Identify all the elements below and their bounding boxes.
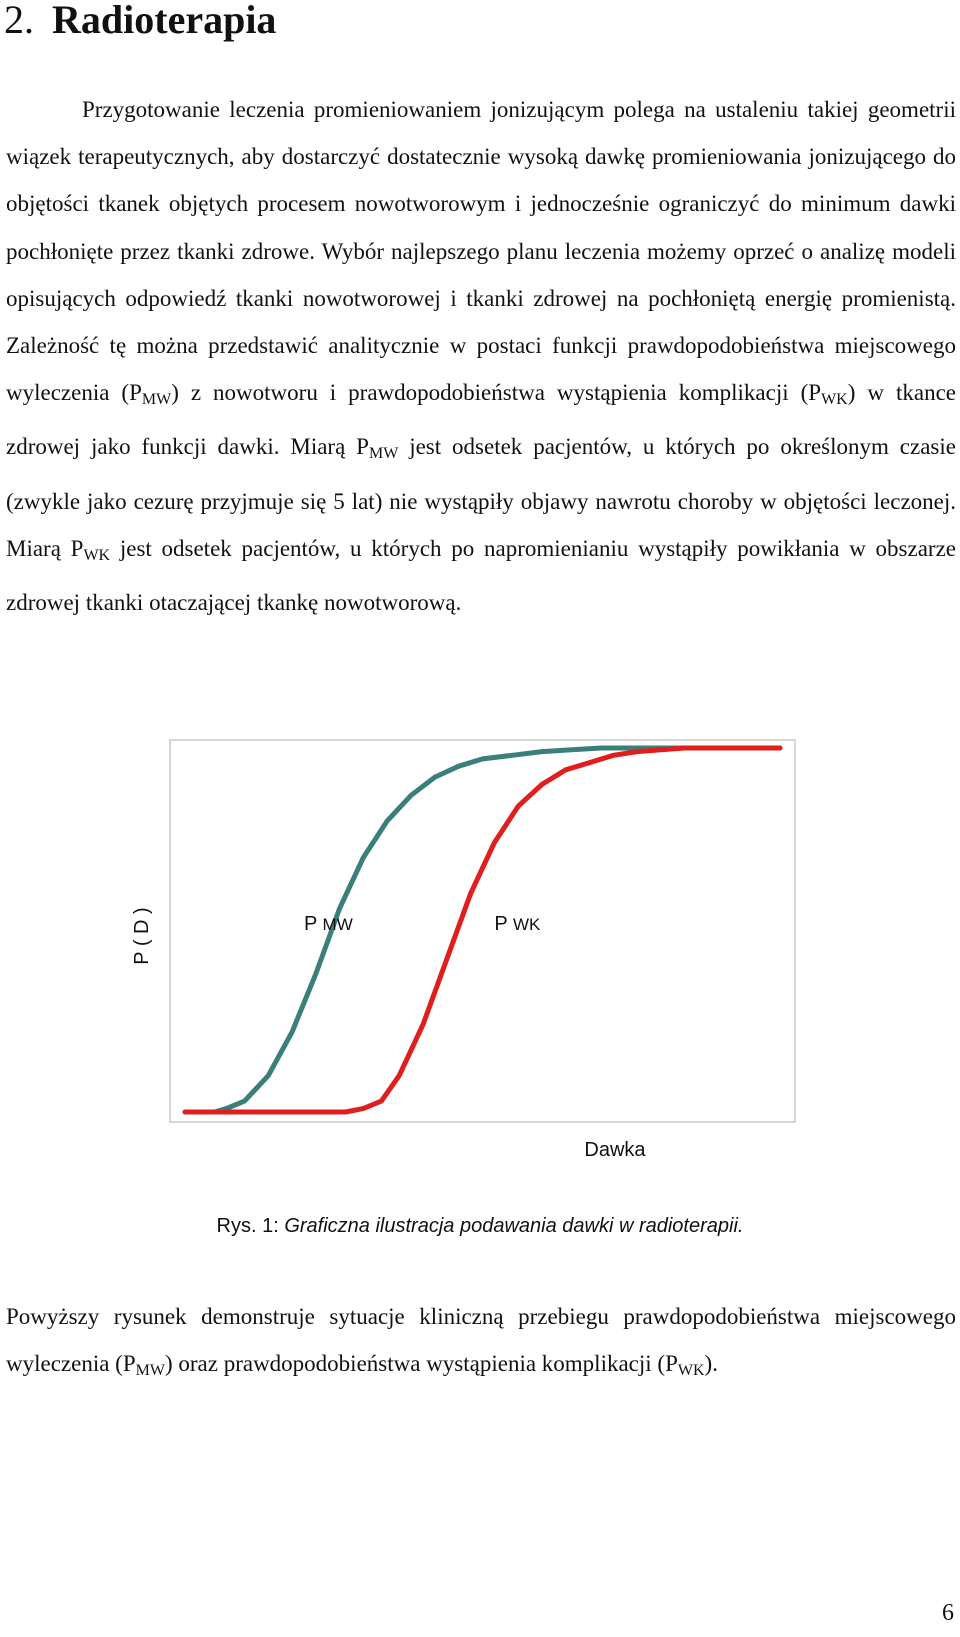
body-paragraph-1	[6, 86, 956, 626]
series-label-main: P	[494, 913, 513, 935]
paragraph-text: jest odsetek pacjentów, u których po napromienianiu wystąpiły powikłania w obszarze zdrowej tkanki otaczającej tkankę nowotworową.	[6, 535, 956, 616]
paragraph-text: ) w tkance zdrowej jako funkcji dawki. Miarą P	[6, 380, 956, 460]
figure-caption	[0, 1215, 960, 1238]
series-label-pwk	[494, 913, 541, 935]
paragraph-text: Powyższy rysunek demonstruje sytuacje kliniczną przebiegu prawdopodobieństwa miejscowego wyleczenia (P	[6, 1304, 956, 1376]
series-label-main: P	[304, 913, 323, 935]
section-number: 2.	[4, 0, 34, 42]
body-paragraph-2	[6, 1293, 956, 1394]
x-axis-label: Dawka	[584, 1139, 646, 1161]
paragraph-text: ) z nowotworu i prawdopodobieństwa wystąpienia komplikacji (P	[171, 380, 822, 406]
series-label-pmw	[304, 913, 353, 935]
section-heading	[4, 0, 276, 40]
paragraph-text: ).	[704, 1351, 718, 1376]
dose-response-chart	[120, 738, 840, 1218]
subscript-mw: MW	[141, 391, 172, 409]
series-label-sub: WK	[512, 915, 541, 934]
plot-area-frame	[170, 740, 795, 1122]
subscript-mw: MW	[135, 1362, 165, 1379]
subscript-mw: MW	[368, 445, 399, 463]
y-axis-label: P ( D )	[131, 907, 153, 965]
subscript-wk: WK	[83, 546, 111, 564]
series-label-sub: MW	[322, 915, 353, 934]
caption-text: Graficzna ilustracja podawania dawki w radioterapii.	[284, 1215, 744, 1237]
section-title: Radioterapia	[52, 0, 277, 42]
subscript-wk: WK	[677, 1362, 705, 1379]
paragraph-text: jest odsetek pacjentów, u których po określonym czasie (zwykle jako cezurę przyjmuje się 5 lat) nie wystąpiły objawy nawrotu choroby w objętości leczonej. Miarą P	[6, 434, 956, 561]
subscript-wk: WK	[821, 391, 848, 409]
paragraph-text: Przygotowanie leczenia promieniowaniem jonizującym polega na ustaleniu takiej geometrii wiązek terapeutycznych, aby dostarczyć dostatecznie wysoką dawkę promieniowania jonizującego do objętości tkanek objętych procesem nowotworowym i jednocześnie ograniczyć do minimum dawki pochłonięte przez tkanki zdrowe. Wybór najlepszego planu leczenia możemy oprzeć o analizę modeli opisujących odpowiedź tkanki nowotworowej i tkanki zdrowej na pochłoniętą energię promienistą. Zależność tę można przedstawić analitycznie w postaci funkcji prawdopodobieństwa miejscowego wyleczenia (P	[6, 97, 956, 406]
caption-label: Rys. 1:	[216, 1215, 279, 1237]
paragraph-text: ) oraz prawdopodobieństwa wystąpienia komplikacji (P	[164, 1351, 678, 1376]
page-number: 6	[942, 1600, 954, 1626]
dose-response-figure	[120, 738, 840, 1218]
